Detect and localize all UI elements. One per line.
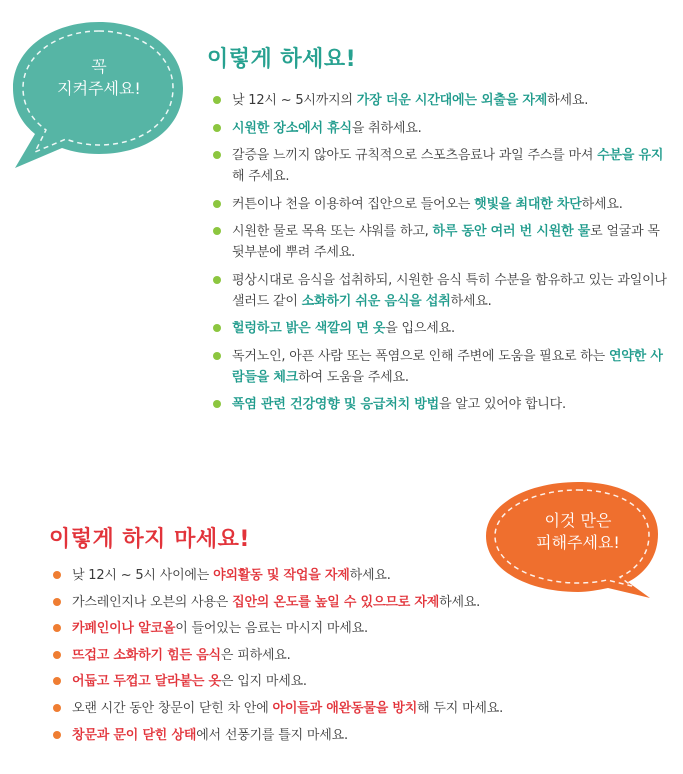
item-text: 가스레인지나 오븐의 사용은 <box>72 594 233 610</box>
list-item <box>208 270 668 312</box>
list-item <box>208 194 668 215</box>
list-item <box>208 90 668 111</box>
item-text: 갈증을 느끼지 않아도 규칙적으로 스포츠음료나 과일 주스를 마셔 <box>232 148 598 163</box>
bullet-icon <box>53 598 61 606</box>
list-item <box>208 394 668 415</box>
highlight-text: 카페인이나 알코올 <box>72 621 176 637</box>
item-text: 을 알고 있어야 합니다. <box>439 397 566 412</box>
item-text: 은 피하세요. <box>220 647 291 663</box>
list-item <box>208 145 668 187</box>
bullet-icon <box>213 151 221 159</box>
item-text: 로 얼굴과 목 뒷부분에 뿌려 주세요. <box>232 224 660 260</box>
item-text: 해 두지 마세요. <box>417 700 504 716</box>
list-item <box>48 618 668 639</box>
item-text: 시원한 물로 목욕 또는 샤워를 하고, <box>232 224 433 239</box>
list-item <box>48 698 668 719</box>
bullet-icon <box>53 677 61 685</box>
bullet-icon <box>213 124 221 132</box>
highlight-text: 하루 동안 여러 번 시원한 물 <box>432 224 591 239</box>
item-text: 하세요. <box>439 594 481 610</box>
dont-badge-line1: 이것 만은 <box>544 511 612 530</box>
bullet-icon <box>53 731 61 739</box>
item-text: 낮 12시 ~ 5시 사이에는 <box>72 568 214 583</box>
highlight-text: 연약한 사람들을 체크 <box>232 348 663 385</box>
dont-badge-line2: 피해주세요! <box>536 533 620 552</box>
bullet-icon <box>213 276 221 284</box>
list-item <box>208 346 668 388</box>
item-text: 을 입으세요. <box>385 321 455 336</box>
do-badge-line1: 꼭 <box>91 57 107 76</box>
highlight-text: 햇빛을 최대한 차단 <box>474 196 582 212</box>
highlight-text: 헐렁하고 밝은 색깔의 면 옷 <box>232 321 386 336</box>
bullet-icon <box>213 400 221 408</box>
bullet-icon <box>213 227 221 235</box>
item-text: 커튼이나 천을 이용하여 집안으로 들어오는 <box>232 196 475 212</box>
item-text: 낮 12시 ~ 5시까지의 <box>232 93 357 108</box>
bullet-icon <box>53 624 61 632</box>
do-badge-bubble <box>5 18 185 168</box>
item-text: 하세요. <box>450 293 492 309</box>
do-badge-line2: 지켜주세요! <box>57 79 141 98</box>
item-text: 해 주세요. <box>232 169 290 184</box>
highlight-text: 야외활동 및 작업을 자제 <box>213 568 350 583</box>
dont-list <box>48 565 668 751</box>
item-text: 을 취하세요. <box>351 120 422 136</box>
do-list <box>208 90 668 422</box>
do-section-title: 이렇게 하세요! <box>207 47 357 72</box>
list-item <box>208 221 668 263</box>
highlight-text: 집안의 온도를 높일 수 있으므로 자제 <box>232 594 440 610</box>
bullet-icon <box>53 704 61 712</box>
highlight-text: 아이들과 애완동물을 방치 <box>272 700 418 716</box>
highlight-text: 소화하기 쉬운 음식을 섭취 <box>301 293 451 309</box>
list-item <box>48 671 668 692</box>
bullet-icon <box>213 200 221 208</box>
highlight-text: 수분을 유지 <box>597 148 664 163</box>
item-text: 에서 선풍기를 틀지 마세요. <box>196 727 348 743</box>
highlight-text: 시원한 장소에서 휴식 <box>232 120 352 136</box>
dont-section-title: 이렇게 하지 마세요! <box>49 527 250 552</box>
item-text: 하여 도움을 주세요. <box>298 369 409 385</box>
item-text: 독거노인, 아픈 사람 또는 폭염으로 인해 주변에 도움을 필요로 하는 <box>232 348 609 364</box>
list-item <box>208 118 668 139</box>
dont-badge-text <box>478 510 678 554</box>
list-item <box>208 318 668 339</box>
highlight-text: 어둡고 두껍고 달라붙는 옷 <box>72 674 221 690</box>
bullet-icon <box>213 352 221 360</box>
item-text: 오랜 시간 동안 창문이 닫힌 차 안에 <box>72 700 273 716</box>
list-item <box>48 592 668 613</box>
item-text: 이 들어있는 음료는 마시지 마세요. <box>175 621 368 637</box>
highlight-text: 폭염 관련 건강영향 및 응급처치 방법 <box>232 397 439 412</box>
bullet-icon <box>213 324 221 332</box>
list-item <box>48 645 668 666</box>
item-text: 하세요. <box>349 568 391 583</box>
item-text: 하세요. <box>547 93 589 108</box>
list-item <box>48 565 668 586</box>
highlight-text: 가장 더운 시간대에는 외출을 자제 <box>356 93 548 108</box>
bullet-icon <box>53 651 61 659</box>
highlight-text: 창문과 문이 닫힌 상태 <box>72 727 197 743</box>
highlight-text: 뜨겁고 소화하기 힘든 음식 <box>72 647 221 663</box>
do-badge-text <box>9 56 189 100</box>
item-text: 하세요. <box>581 196 623 212</box>
list-item <box>48 725 668 746</box>
item-text: 은 입지 마세요. <box>220 674 307 690</box>
item-text: 평상시대로 음식을 섭취하되, 시원한 음식 특히 수분을 함유하고 있는 과일이나 샐러드 같이 <box>232 272 667 309</box>
bullet-icon <box>53 571 61 579</box>
bullet-icon <box>213 96 221 104</box>
